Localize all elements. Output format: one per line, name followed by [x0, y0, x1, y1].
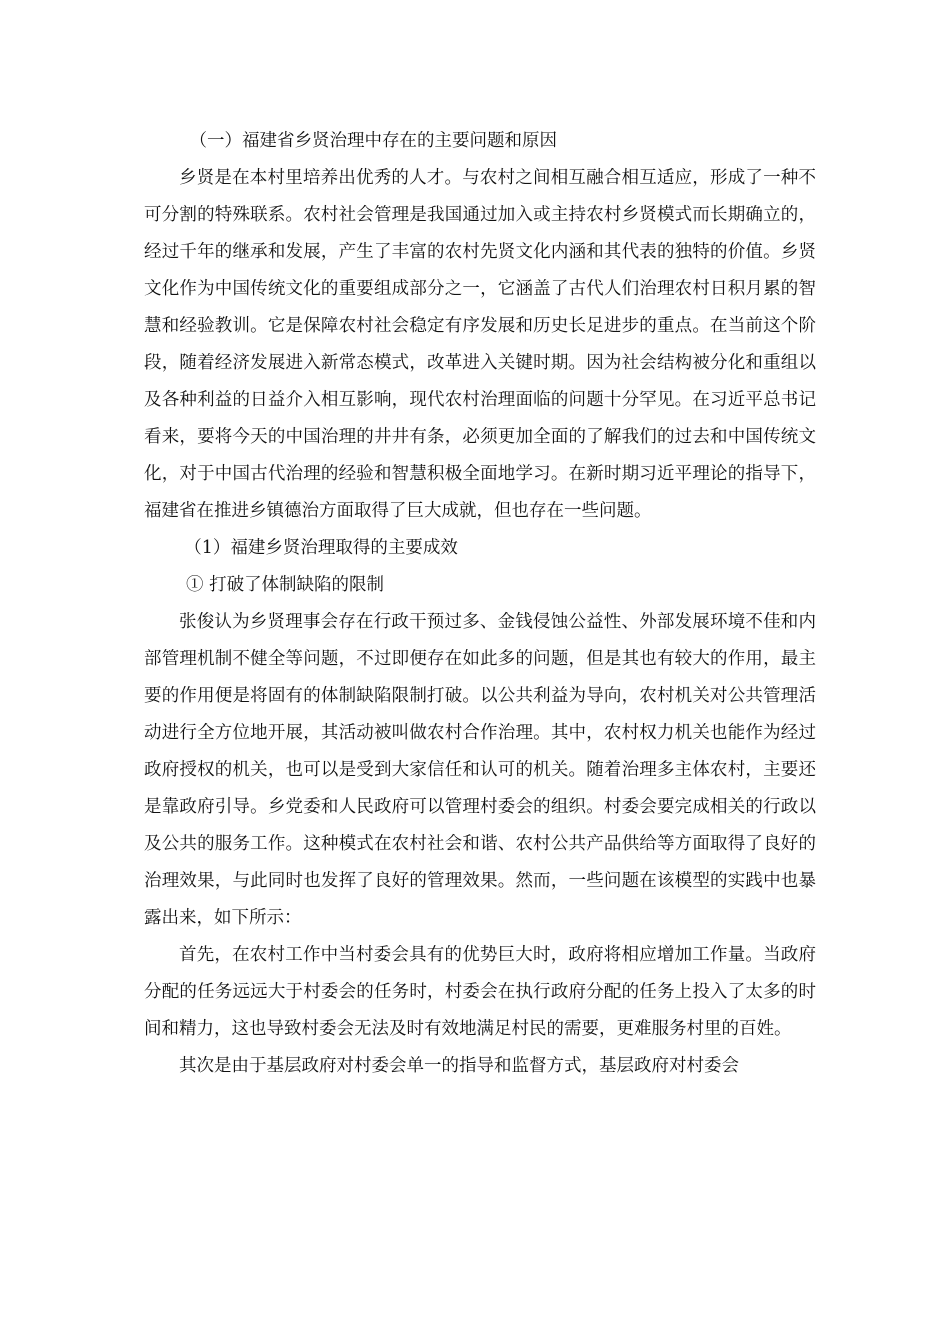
- paragraph: 乡贤是在本村里培养出优秀的人才。与农村之间相互融合相互适应，形成了一种不可分割的特殊联系。农村社会管理是我国通过加入或主持农村乡贤模式而长期确立的，经过千年的继承和发展，产生了丰富的农村先贤文化内涵和其代表的独特的价值。乡贤文化作为中国传统文化的重要组成部分之一，它涵盖了古代人们治理农村日积月累的智慧和经验教训。它是保障农村社会稳定有序发展和历史长足进步的重点。在当前这个阶段，随着经济发展进入新常态模式，改革进入关键时期。因为社会结构被分化和重组以及各种利益的日益介入相互影响，现代农村治理面临的问题十分罕见。在习近平总书记看来，要将今天的中国治理的井井有条，必须更加全面的了解我们的过去和中国传统文化，对于中国古代治理的经验和智慧积极全面地学习。在新时期习近平理论的指导下，福建省在推进乡镇德治方面取得了巨大成就，但也存在一些问题。: [144, 168, 816, 521]
- item-heading: ① 打破了体制缺陷的限制: [186, 575, 385, 595]
- document-body: [144, 123, 816, 1085]
- subsection-heading: （1）福建乡贤治理取得的主要成效: [184, 538, 458, 558]
- paragraph: 其次是由于基层政府对村委会单一的指导和监督方式，基层政府对村委会: [179, 1056, 739, 1076]
- section-heading: （一）福建省乡贤治理中存在的主要问题和原因: [189, 131, 557, 151]
- paragraph: 张俊认为乡贤理事会存在行政干预过多、金钱侵蚀公益性、外部发展环境不佳和内部管理机制不健全等问题，不过即便存在如此多的问题，但是其也有较大的作用，最主要的作用便是将固有的体制缺陷限制打破。以公共利益为导向，农村机关对公共管理活动进行全方位地开展，其活动被叫做农村合作治理。其中，农村权力机关也能作为经过政府授权的机关，也可以是受到大家信任和认可的机关。随着治理多主体农村，主要还是靠政府引导。乡党委和人民政府可以管理村委会的组织。村委会要完成相关的行政以及公共的服务工作。这种模式在农村社会和谐、农村公共产品供给等方面取得了良好的治理效果，与此同时也发挥了良好的管理效果。然而，一些问题在该模型的实践中也暴露出来，如下所示：: [144, 612, 816, 928]
- paragraph: 首先，在农村工作中当村委会具有的优势巨大时，政府将相应增加工作量。当政府分配的任务远远大于村委会的任务时，村委会在执行政府分配的任务上投入了太多的时间和精力，这也导致村委会无法及时有效地满足村民的需要，更难服务村里的百姓。: [144, 945, 816, 1039]
